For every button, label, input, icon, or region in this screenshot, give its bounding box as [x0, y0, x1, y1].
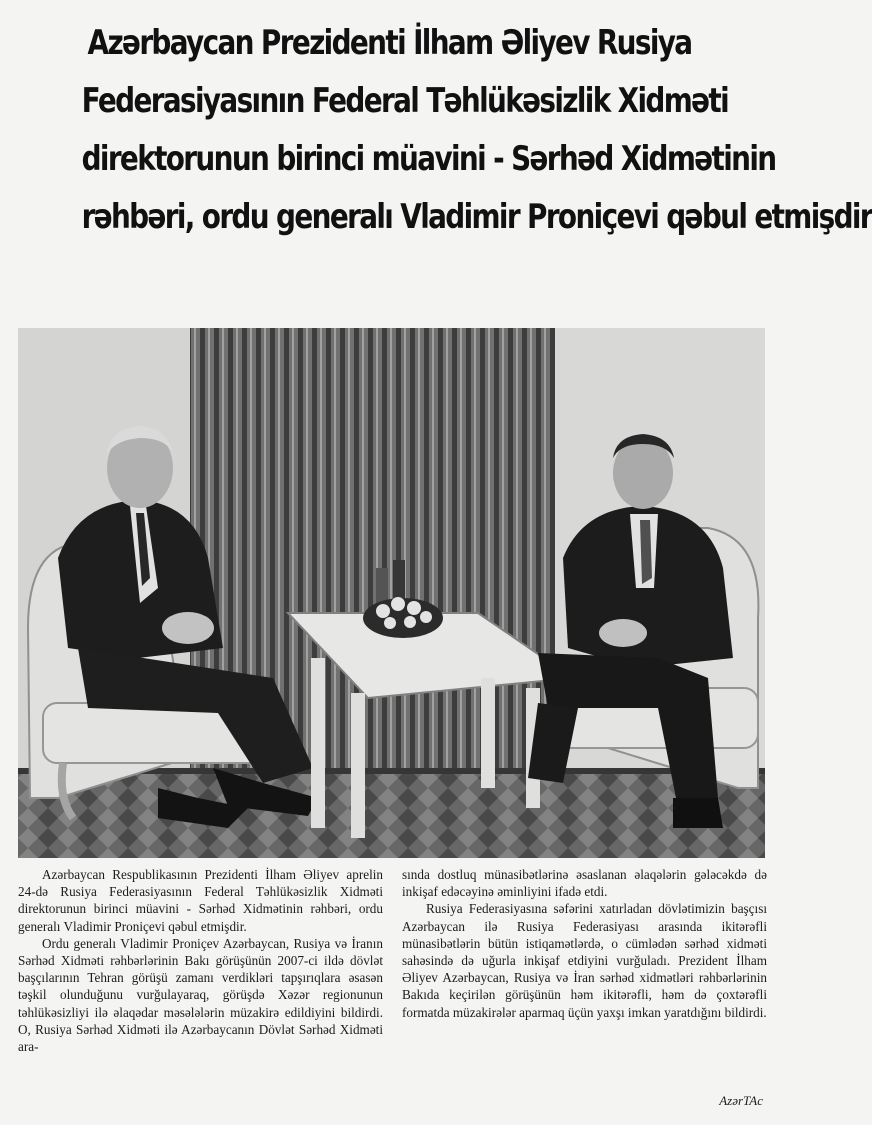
meeting-photo-illustration [18, 328, 765, 858]
headline-line-3: direktorunun birinci müavini - Sərhəd Xidmətinin [81, 139, 776, 179]
headline-line-1: Azərbaycan Prezidenti İlham Əliyev Rusiya [87, 23, 692, 63]
paragraph: Ordu generalı Vladimir Proniçev Azərbaycan, Rusiya və İranın Sərhəd Xidməti rəhbərlərinin Bakı görüşünün 2007-ci ildə dövlət başçılarının Tehran görüşü zamanı verdikləri tapşırıqlara əsasən təşkil olunduğunu vurğulayaraq, görüşdə Xəzər regionunun təhlükəsizliyi ilə əlaqədar məsələlərin müzakirə edildiyini bildirdi. O, Rusiya Sərhəd Xidməti ilə Azərbaycanın Dövlət Sərhəd Xidməti ara- [18, 935, 383, 1055]
news-agency-credit: AzərTAc [719, 1093, 763, 1108]
headline-line-4: rəhbəri, ordu generalı Vladimir Proniçevi qəbul etmişdir [81, 197, 872, 237]
paragraph: sında dostluq münasibətlərinə əsaslanan əlaqələrin gələcəkdə də inkişaf edəcəyinə əminliyini ifadə etdi. [402, 867, 767, 900]
headline [14, 14, 872, 246]
meeting-photo [18, 328, 765, 858]
paragraph: Rusiya Federasiyasına səfərini xatırladan dövlətimizin başçısı Azərbaycan ilə Rusiya Federasiyası arasında ikitərəfli münasibətlərin bütün istiqamətlərdə, o cümlədən sərhəd xidməti sahəsində də uğurla inkişaf etdiyini vurğuladı. Prezident İlham Əliyev Azərbaycan, Rusiya və İran sərhəd xidmətləri rəhbərlərinin Bakıda keçirilən görüşünün həm ikitərəfli, həm də çoxtərəfli formatda müzakirələr aparmaq üçün yaxşı imkan yaratdığını bildirdi. [402, 901, 767, 1020]
headline-line-2: Federasiyasının Federal Təhlükəsizlik Xidməti [81, 81, 729, 121]
article-body [18, 866, 767, 1098]
column-right [402, 866, 767, 1098]
paragraph: Azərbaycan Respublikasının Prezidenti İlham Əliyev aprelin 24-də Rusiya Federasiyasının Federal Təhlükəsizlik Xidməti direktorunun birinci müavini - Sərhəd Xidmətinin rəhbəri, ordu generalı Vladimir Proniçevi qəbul etmişdir. [18, 867, 383, 934]
column-left [18, 866, 383, 1098]
